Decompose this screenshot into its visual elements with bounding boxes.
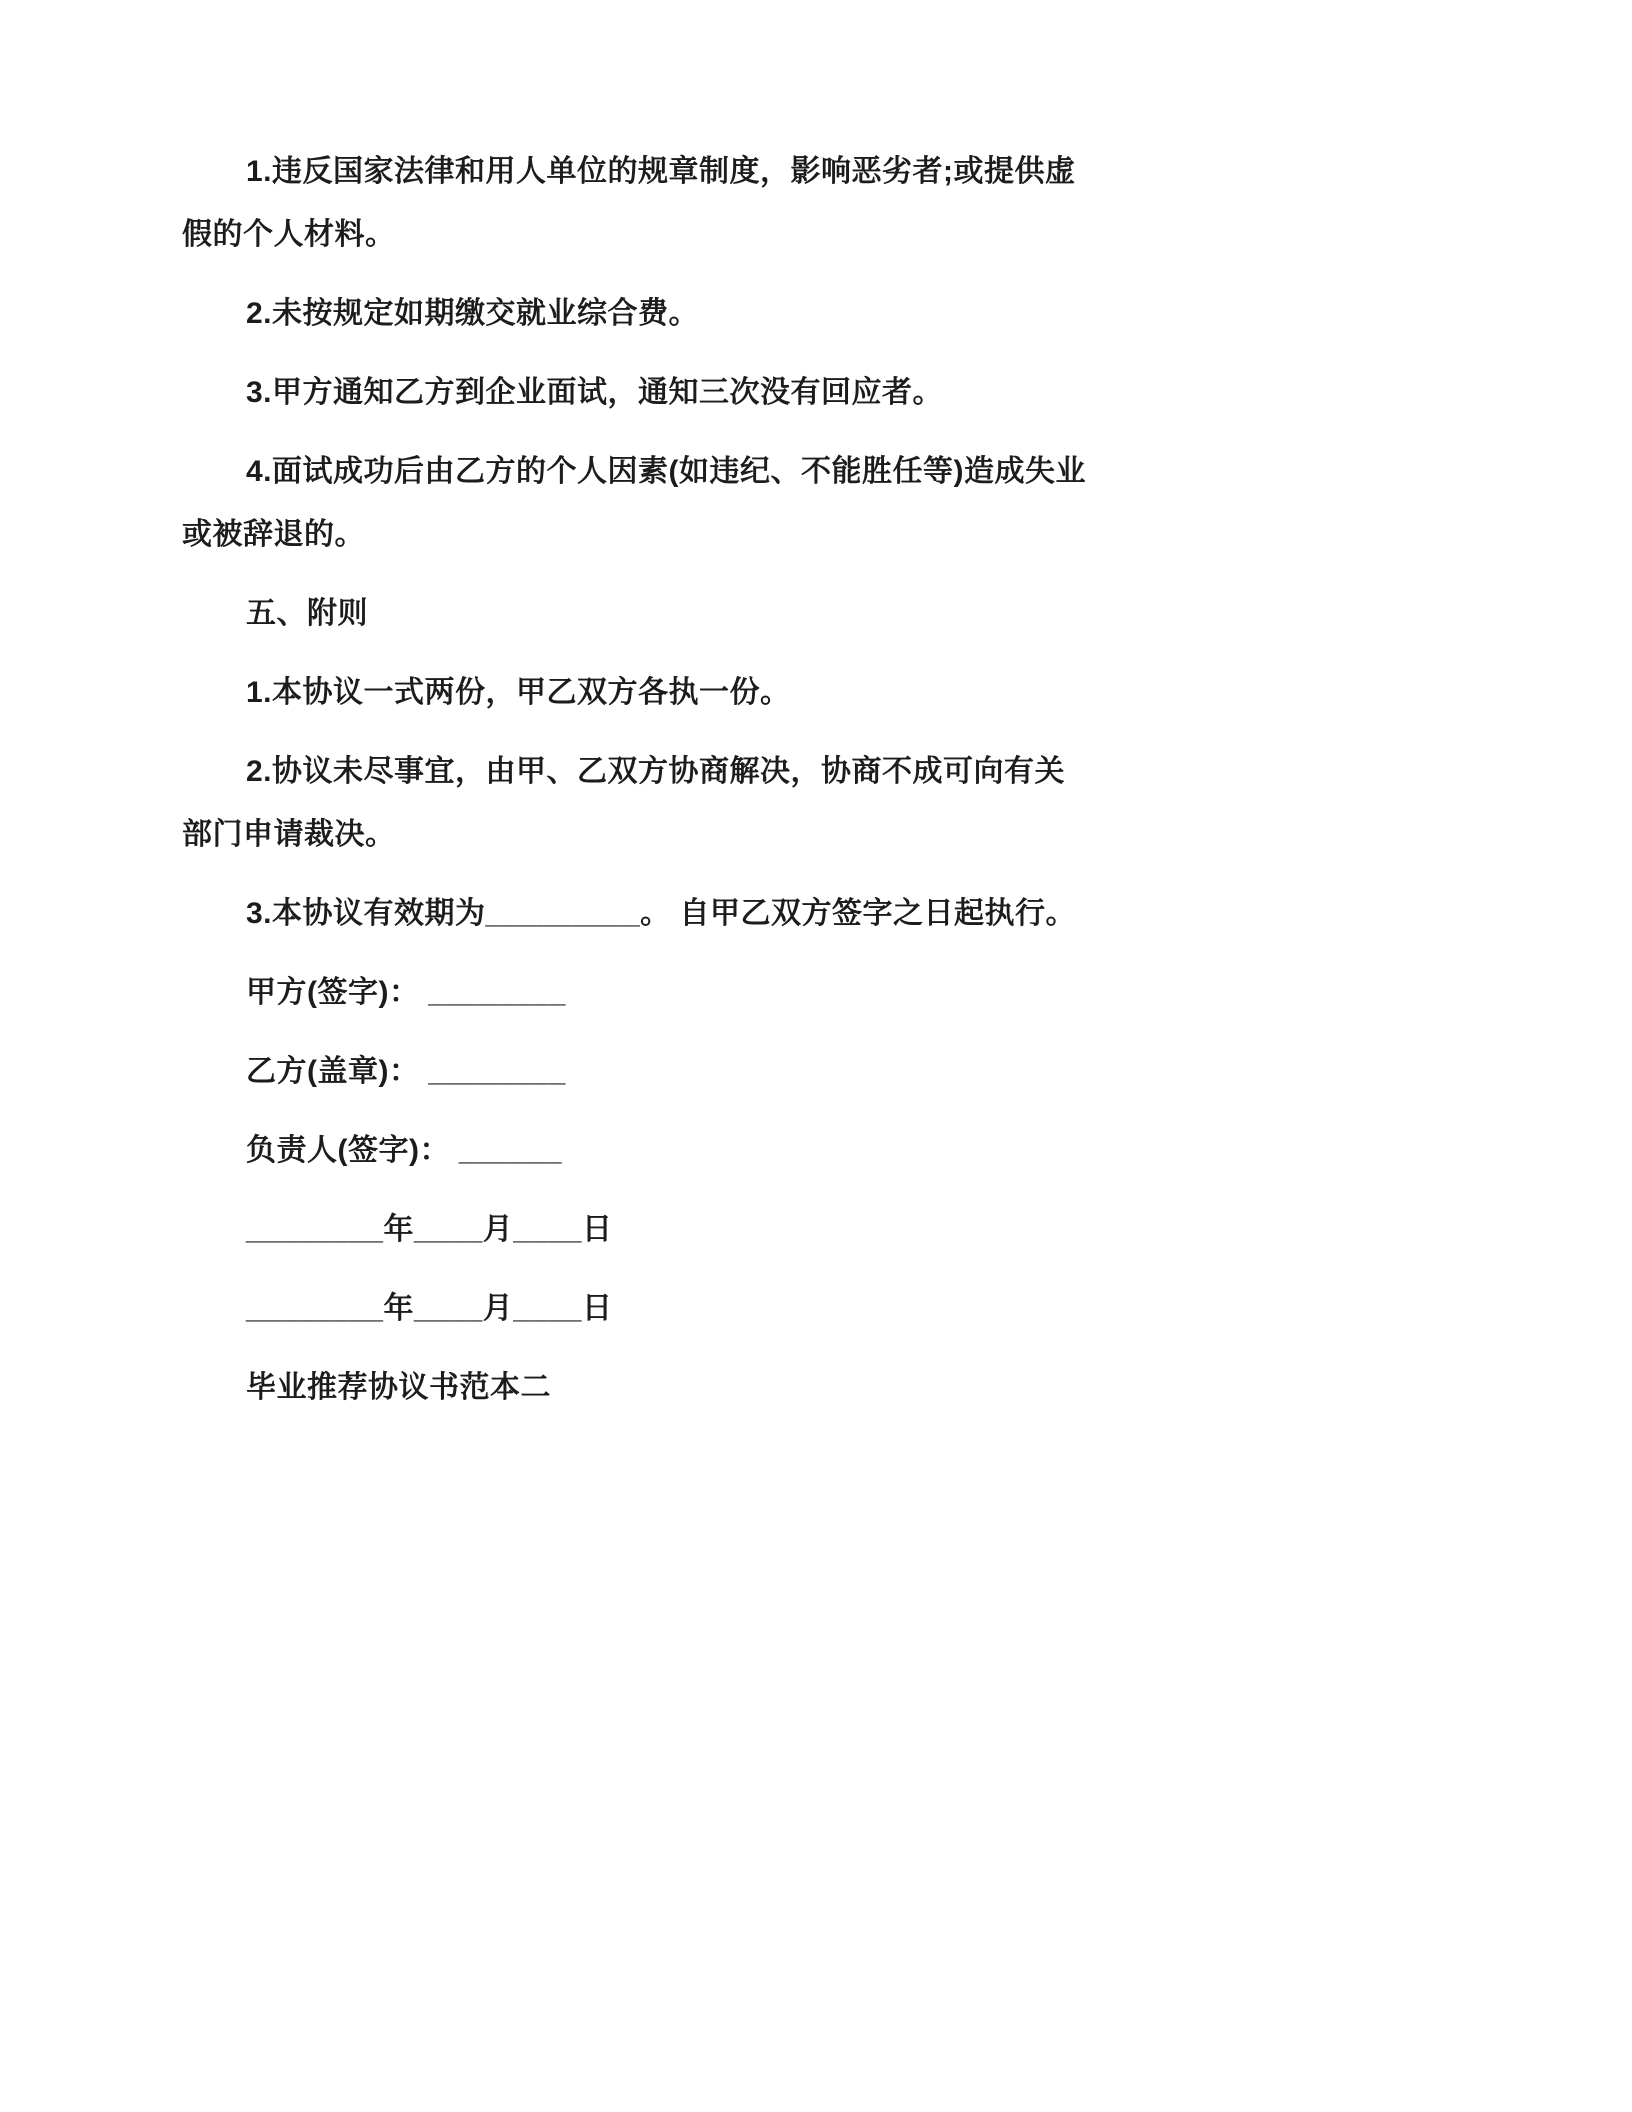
clause-termination-4: 4.面试成功后由乙方的个人因素(如违纪、不能胜任等)造成失业或被辞退的。 [182,455,1086,551]
signature-party-a: 甲方(签字)： ________ [246,976,566,1009]
date-line-2: ________年____月____日 [246,1292,613,1325]
clause-supplementary-3: 3.本协议有效期为_________。 自甲乙双方签字之日起执行。 [246,897,1077,930]
next-template-title: 毕业推荐协议书范本二 [246,1371,551,1404]
section-heading-supplementary: 五、附则 [246,597,368,630]
clause-termination-3: 3.甲方通知乙方到企业面试，通知三次没有回应者。 [246,376,944,409]
clause-termination-1: 1.违反国家法律和用人单位的规章制度，影响恶劣者;或提供虚假的个人材料。 [182,155,1076,251]
document-content [182,140,1090,1419]
clause-supplementary-2: 2.协议未尽事宜，由甲、乙双方协商解决，协商不成可向有关部门申请裁决。 [182,755,1066,851]
signature-party-b: 乙方(盖章)： ________ [246,1055,566,1088]
clause-termination-2: 2.未按规定如期缴交就业综合费。 [246,297,700,330]
clause-supplementary-1: 1.本协议一式两份，甲乙双方各执一份。 [246,676,791,709]
date-line-1: ________年____月____日 [246,1213,613,1246]
signature-person-in-charge: 负责人(签字)： ______ [246,1134,562,1167]
